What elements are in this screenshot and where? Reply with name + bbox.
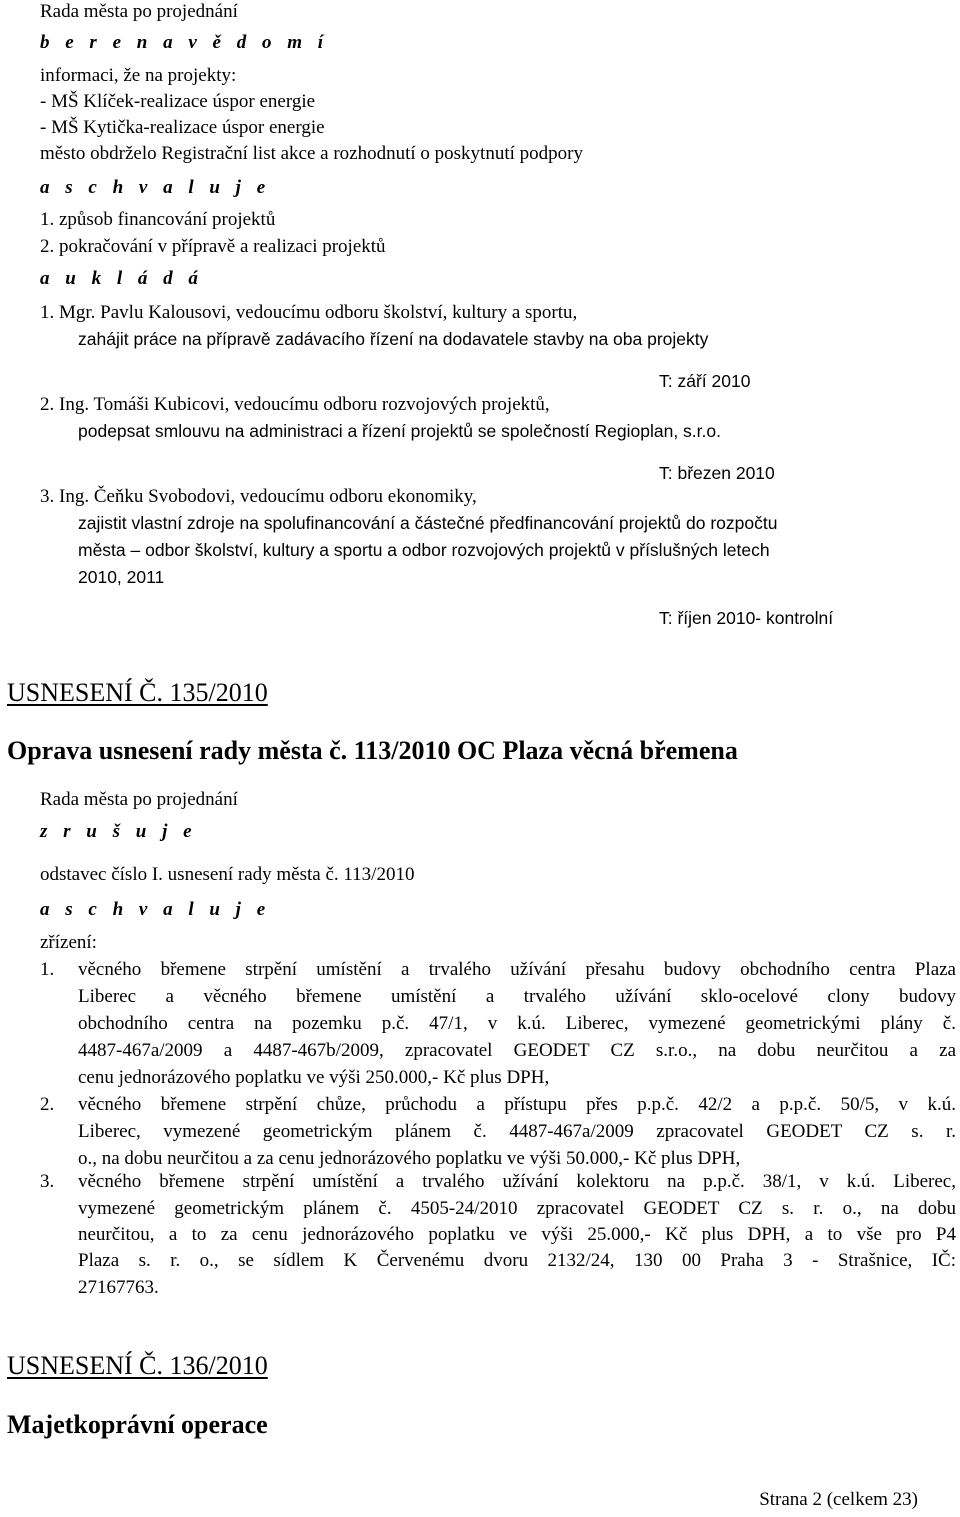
resolution-title: Majetkoprávní operace (7, 1410, 268, 1439)
project-line: - MŠ Kytička-realizace úspor energie (40, 117, 325, 138)
item-line: věcného břemene strpění umístění a trvalého užívání přesahu budovy obchodního centra Plaza (78, 959, 956, 980)
task-body: zajistit vlastní zdroje na spolufinancování a částečné předfinancování projektů do rozpočtu (78, 513, 778, 533)
task-body: města – odbor školství, kultury a sportu a odbor rozvojových projektů v příslušných letech (78, 540, 770, 560)
received-line: město obdrželo Registrační list akce a rozhodnutí o poskytnutí podpory (40, 143, 583, 164)
task-deadline: T: září 2010 (659, 371, 751, 391)
item-number: 1. (40, 959, 55, 980)
imposes-verb: a u k l á d á (40, 268, 204, 289)
item-line: neurčitou, a to za cenu jednorázového poplatku ve výši 25.000,- Kč plus DPH, a to vše pro P4 (78, 1224, 956, 1245)
item-number: 3. (40, 1171, 55, 1192)
item-line: Plaza s. r. o., se sídlem K Červenému dvoru 2132/24, 130 00 Praha 3 - Strašnice, IČ: (78, 1250, 956, 1271)
notes-verb: b e r e n a v ě d o m í (40, 32, 329, 53)
page-footer: Strana 2 (celkem 23) (759, 1489, 918, 1510)
item-line: vymezené geometrickým plánem č. 4505-24/2010 zpracovatel GEODET CZ s. r. o., na dobu (78, 1198, 956, 1219)
task-deadline: T: březen 2010 (659, 463, 775, 483)
item-line: Liberec a věcného břemene umístění a trvalého užívání sklo-ocelové clony budovy (78, 986, 956, 1007)
intro-line: informaci, že na projekty: (40, 65, 237, 86)
task-head: 1. Mgr. Pavlu Kalousovi, vedoucímu odboru školství, kultury a sportu, (40, 302, 578, 323)
task-body: zahájit práce na přípravě zadávacího řízení na dodavatele stavby na oba projekty (78, 329, 709, 349)
establishment-label: zřízení: (40, 932, 97, 953)
task-head: 3. Ing. Čeňku Svobodovi, vedoucímu odboru ekonomiky, (40, 486, 477, 507)
council-line: Rada města po projednání (40, 789, 238, 810)
item-line: o., na dobu neurčitou a za cenu jednorázového poplatku ve výši 50.000,- Kč plus DPH, (78, 1148, 741, 1169)
paragraph-ref: odstavec číslo I. usnesení rady města č. 113/2010 (40, 864, 415, 885)
task-body: podepsat smlouvu na administraci a řízení projektů se společností Regioplan, s.r.o. (78, 421, 721, 441)
approved-item: 1. způsob financování projektů (40, 209, 276, 230)
item-line: věcného břemene strpění chůze, průchodu a přístupu přes p.p.č. 42/2 a p.p.č. 50/5, v k.ú. (78, 1094, 956, 1115)
approved-item: 2. pokračování v přípravě a realizaci projektů (40, 236, 386, 257)
task-deadline: T: říjen 2010- kontrolní (659, 608, 834, 628)
item-line: 27167763. (78, 1277, 159, 1298)
project-line: - MŠ Klíček-realizace úspor energie (40, 91, 316, 112)
task-body: 2010, 2011 (78, 567, 165, 587)
item-line: věcného břemene strpění umístění a trvalého užívání kolektoru na p.p.č. 38/1, v k.ú. Liberec, (78, 1171, 956, 1192)
item-line: 4487-467a/2009 a 4487-467b/2009, zpracovatel GEODET CZ s.r.o., na dobu neurčitou a za (78, 1040, 956, 1061)
resolution-number: USNESENÍ Č. 135/2010 (7, 678, 268, 707)
approves-verb: a s c h v a l u j e (40, 177, 271, 198)
resolution-title: Oprava usnesení rady města č. 113/2010 OC Plaza věcná břemena (7, 736, 738, 765)
item-line: cenu jednorázového poplatku ve výši 250.000,- Kč plus DPH, (78, 1067, 550, 1088)
item-line: Liberec, vymezené geometrickým plánem č. 4487-467a/2009 zpracovatel GEODET CZ s. r. (78, 1121, 956, 1142)
task-head: 2. Ing. Tomáši Kubicovi, vedoucímu odboru rozvojových projektů, (40, 394, 550, 415)
approves-verb: a s c h v a l u j e (40, 899, 271, 920)
cancels-verb: z r u š u j e (40, 821, 198, 842)
item-line: obchodního centra na pozemku p.č. 47/1, v k.ú. Liberec, vymezené geometrickými plány č. (78, 1013, 956, 1034)
council-line: Rada města po projednání (40, 1, 238, 22)
item-number: 2. (40, 1094, 55, 1115)
resolution-number: USNESENÍ Č. 136/2010 (7, 1351, 268, 1380)
